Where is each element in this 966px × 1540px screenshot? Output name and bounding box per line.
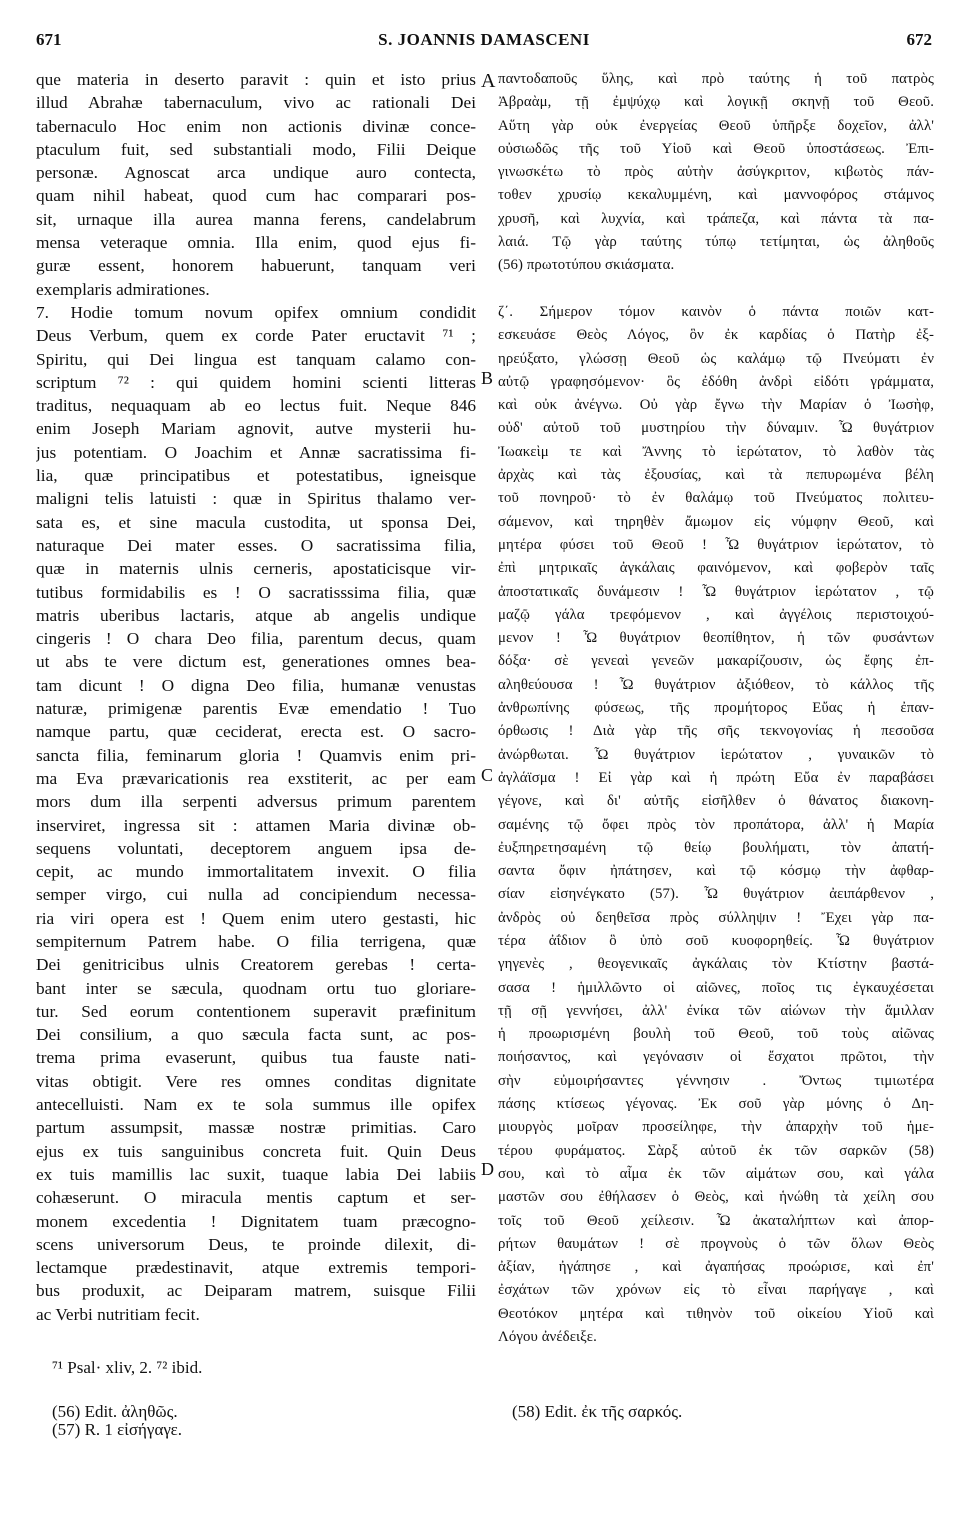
greek-column [498, 68, 934, 1349]
latin-text-line: illud Abrahæ tabernaculum, vivo ac rationali Dei [36, 93, 476, 113]
latin-text-line: ma Eva prævaricationis rea exstiterit, ac per eam [36, 768, 476, 788]
greek-text-line: ἀνθρωπίνης φύσεως, τῆς προμήτορος Εὔας ἡ ἐπαν- [498, 700, 934, 717]
latin-text-line: Deus Verbum, quem ex corde Pater eructavit ⁷¹ ; [36, 326, 476, 346]
greek-text-line: τοῖς τοῦ Θεοῦ χείλεσιν. Ὦ ἀκαταλήπτων καὶ ἀπορ- [498, 1212, 934, 1229]
latin-text-line: naturaque Dei mater esses. O sacratissima filia, [36, 535, 476, 555]
greek-text-line: ἀνώρθωται. Ὦ θυγάτριον ἱερώτατον , γυναικῶν τὸ [498, 746, 934, 763]
latin-text-line: tutibus formidabilis es ! O sacratisssima filia, quæ [36, 582, 476, 602]
greek-text-line: σαντα ὄφιν ἠπάτησεν, καὶ τῷ κόσμῳ τὴν ἀφθαρ- [498, 863, 934, 880]
greek-text-line: ἐσχάτων τῶν χρόνων εἰς τὸ εἶναι παρήγαγε , καὶ [498, 1282, 934, 1299]
greek-text-line: Θεοτόκον μητέρα καὶ τιθηνὸν τοῦ οἰκείου Υἱοῦ καὶ [498, 1305, 934, 1322]
greek-text-line: σὴν εὐμοιρήσαντες γέννησιν . Ὄντως τιμιωτέρα [498, 1072, 934, 1089]
latin-text-line: lia, quæ principatibus et potestatibus, igneisque [36, 466, 476, 486]
greek-text-line: σάμενον, καὶ τηρηθὲν ἄμωμον εἰς νύμφην Θεοῦ, καὶ [498, 513, 934, 530]
greek-text-line: ἐυξπηρετησαμένη τῷ θείῳ βουλήματι, τὸν ἀπατή- [498, 839, 934, 856]
latin-text-line: mors dum illa serpenti adversus primum parentem [36, 792, 476, 812]
latin-text-line: quam nihil habeat, quod cum hac comparari pos- [36, 186, 476, 206]
margin-marker-d: D [481, 1159, 494, 1179]
greek-text-line: σαμένης τῷ ὄφει πρὸς τὸν προπάτορα, ἀλλ' ἡ Μαρία [498, 816, 934, 833]
greek-text-line: ἀξίαν, ἠγάπησε , καὶ ἀγαπήσας προώρισε, καὶ ἐπ' [498, 1259, 934, 1276]
greek-text-line: μαστῶν σου ἐθήλασεν ὁ Θεὸς, καὶ ἡνώθη τὰ χείλη σου [498, 1189, 934, 1206]
greek-text-line: μαζῷ γάλα τρεφόμενον , καὶ ἀγγέλοις περιστοιχού- [498, 606, 934, 623]
greek-text-line: σασα ! ἡμιλλῶντο οἱ αἰῶνες, ποῖος τις ἐγκαυχέσεται [498, 979, 934, 996]
greek-text-line: όρθωσις ! Διὰ γὰρ τῆς σῆς τεκνογονίας ἡ πεσοῦσα [498, 723, 934, 740]
latin-text-line: inserviret, ingressa sit : attamen Maria divinæ ob- [36, 815, 476, 835]
latin-text-line: personæ. Agnoscat arca undique auro contecta, [36, 163, 476, 183]
greek-text-line: τέρου φυράματος. Σὰρξ αὐτοῦ ἐκ τῶν σαρκῶν (58) [498, 1142, 934, 1159]
latin-text-line: mensa veteraque omnia. Illa enim, quod ejus fi- [36, 233, 476, 253]
latin-text-line: tam dicunt ! O digna Deo filia, humanæ venustas [36, 675, 476, 695]
greek-text-line: τοῦ πονηροῦ· τὸ ἐν θαλάμῳ τοῦ Πνεύματος πολιτευ- [498, 490, 934, 507]
latin-text-line: ac Verbi nutritiam fecit. [36, 1304, 200, 1324]
greek-text-line: ἀγλάϊσμα ! Εἰ γὰρ καὶ ἡ πρώτη Εὔα ἐν παραβάσει [498, 769, 934, 786]
greek-text-line: τῇ σῇ γεννήσει, ἀλλ' ἐνίκα τῶν αἰώνων τὴν ἅμιλλαν [498, 1002, 934, 1019]
greek-text-line: (56) πρωτοτύπου σκιάσματα. [498, 257, 675, 274]
latin-text-line: semper virgo, cui nulla ad concipiendum necessa- [36, 885, 476, 905]
footnote-57: (57) R. 1 εἰσήγαγε. [52, 1420, 182, 1439]
greek-text-line: γινωσκέτω τὸ πρὸς αὐτὴν ἀσύγκριτον, κιβωτὸς πάν- [498, 164, 934, 181]
latin-text-line: Spiritu, qui Dei lingua est tanquam calamo con- [36, 349, 476, 369]
greek-text-line: οὐδ' αὐτοῦ τοῦ μυστηρίου τὴν δύναμιν. Ὦ θυγάτριον [498, 420, 934, 437]
latin-text-line: sit, urnaque illa aurea manna ferens, candelabrum [36, 209, 476, 229]
greek-text-line: Αὕτη γὰρ οὐκ ἐνεργείας Θεοῦ ὑπῆρξε δοχεῖον, ἀλλ' [498, 117, 934, 134]
greek-text-line: Ἀβραὰμ, τῇ ἐμψύχῳ καὶ λογικῇ σκηνῇ τοῦ Θεοῦ. [498, 94, 934, 111]
greek-text-line: γέγονε, καὶ δι' αὐτῆς εἰσῆλθεν ὁ θάνατος διακονη- [498, 793, 934, 810]
greek-text-line: σου, καὶ τὸ αἷμα ἐκ τῶν αἱμάτων σου, καὶ γάλα [498, 1165, 934, 1182]
latin-text-line: cepit, ac mundo immortalitatem invexit. O filia [36, 862, 476, 882]
latin-text-line: tabernaculo Hoc enim non actionis divinæ conce- [36, 116, 476, 136]
latin-text-line: trema prima evaserunt, quibus tua fauste nati- [36, 1048, 476, 1068]
latin-text-line: cohæserunt. O miracula mentis captum et ser- [36, 1188, 476, 1208]
greek-text-line: αληθεύουσα ! Ὦ θυγάτριον ἀξιόθεον, τὸ κάλλος τῆς [498, 676, 934, 693]
latin-text-line: jus potentiam. O Joachim et Annæ sacratissima fi- [36, 442, 476, 462]
latin-text-line: sata es, et sine macula custodita, ut sponsa Dei, [36, 512, 476, 532]
greek-text-line: πάσης κτίσεως γέγονας. Ἐκ σοῦ γὰρ μόνης ὁ Δη- [498, 1096, 934, 1113]
margin-marker-c: C [481, 765, 494, 785]
margin-marker-a: A [481, 70, 496, 92]
greek-text-line: μιουργὸς μοῖραν προσείληφε, τὴν ἀπαρχὴν τοῦ ἡμε- [498, 1119, 934, 1136]
latin-text-line: matris uberibus lactaris, atque ab angelis undique [36, 605, 476, 625]
footnote-58: (58) Edit. ἐκ τῆς σαρκός. [512, 1402, 683, 1421]
latin-text-line: cingeris ! O chara Deo filia, parentum decus, quam [36, 629, 476, 649]
latin-text-line: monem excedentia ! Dignitatem tuam præcogno- [36, 1211, 476, 1231]
latin-text-line: maligni telis latuisti : quæ in Spiritus thalamo ver- [36, 489, 476, 509]
latin-text-line: partum assumpsit, massæ nostræ primitias. Caro [36, 1118, 476, 1138]
greek-text-line: τέρα ἀΐδιον ὃ ὑπὸ σοῦ κυοφορηθείς. Ὦ θυγάτριον [498, 932, 934, 949]
page-number-right: 672 [906, 30, 932, 49]
page-header [36, 30, 932, 60]
greek-text-line: παντοδαποῦς ὕλης, καὶ πρὸ ταύτης ἡ τοῦ πατρὸς [498, 71, 934, 87]
greek-text-line: ἡ προωρισμένη βουλὴ τοῦ Θεοῦ, τοῦ τοὺς αἰῶνας [498, 1026, 934, 1043]
greek-text-line: αὐτῷ γραφησόμενον· ὃς ἐδόθη ἀνδρὶ εἰδότι γράμματα, [498, 373, 934, 390]
page-number-left: 671 [36, 30, 62, 49]
latin-text-line: lectamque prædestinavit, atque extremis tempori- [36, 1258, 476, 1278]
latin-text-line: tur. Sed eorum contentionem superavit præfinitum [36, 1001, 476, 1021]
greek-text-line: σίαν εἰσηνέγκατο (57). Ὦ θυγάτριον ἀειπάρθενον , [498, 886, 934, 903]
latin-text-line: bus produxit, ac Deiparam matrem, suisque Filii [36, 1281, 476, 1301]
latin-text-line: naturæ, primigenæ parentis Evæ emendatio ! Tuo [36, 699, 476, 719]
greek-text-line: Ἰωακεὶμ τε καὶ Ἄννης τὸ ἱερώτατον, τὸ λαθὸν τὰς [498, 443, 934, 460]
greek-text-line: ηρεύξατο, γλώσσῃ Θεοῦ ὡς καλάμῳ τῷ Πνεύματι ἐν [498, 350, 934, 367]
greek-text-line: ποιήσαντος, καὶ γεγόνασιν οἱ ἔσχατοι πρῶτοι, τὴν [498, 1049, 934, 1066]
latin-text-line: ptaculum fuit, sed substantiali modo, Filii Deique [36, 139, 476, 159]
latin-text-line: antecelluisti. Nam ex te sola summus ille opifex [36, 1095, 476, 1115]
latin-text-line: ejus ex tuis sanguinibus concreta fuit. Quin Deus [36, 1141, 476, 1161]
latin-text-line: guræ essent, honorem habuerunt, tanquam veri [36, 256, 476, 276]
latin-text-line: sempiternum Patrem habe. O filia terrigena, quæ [36, 931, 476, 951]
latin-text-line: scriptum ⁷² : qui quidem homini scienti litteras [36, 372, 476, 392]
greek-text-line: ἀποστατικαῖς δυνάμεσιν ! Ὦ θυγάτριον ἱερώτατον , τῷ [498, 583, 934, 600]
footnote-56: (56) Edit. ἀληθῶς. [52, 1402, 178, 1421]
latin-text-line: namque partu, quæ ceciderat, erecta est. O sacro- [36, 722, 476, 742]
greek-text-line: λαιά. Τῷ γὰρ ταύτης τύπῳ τετίμηται, ὡς ἀληθοῦς [498, 234, 934, 251]
latin-text-line: sequens voluntati, deceptorem anguem ipsa de- [36, 838, 476, 858]
greek-text-line [498, 278, 934, 301]
latin-text-line: traditus, nequaquam ab eo lectus fuit. Neque 846 [36, 396, 476, 416]
latin-text-line: quæ in maternis ulnis cerneris, apostaticisque vir- [36, 559, 476, 579]
greek-text-line: χρυσῆ, καὶ λυχνία, καὶ τράπεζα, καὶ πάντα τὰ πα- [498, 210, 934, 227]
greek-text-line: ἐπὶ μητρικαῖς ἀγκάλαις φαινόμενον, καὶ φοβερὸν ταῖς [498, 560, 934, 577]
latin-text-line: enim Joseph Mariam agnovit, autve mysterii hu- [36, 419, 476, 439]
latin-text-line: vitas obtigit. Vere res omnes conditas dignitate [36, 1071, 476, 1091]
greek-text-line: δόξα· σὲ γενεαὶ γενεῶν μακαρίζουσιν, ὡς ἔφης ἐπ- [498, 653, 934, 670]
latin-text-line: scens universorum Deus, te proinde dilexit, di- [36, 1234, 476, 1254]
latin-text-line: ut abs te vere dictum est, generationes omnes bea- [36, 652, 476, 672]
greek-text-line: οὐσιωδῶς τῆς τοῦ Υἱοῦ καὶ Θεοῦ ὑποστάσεως. Ἐπι- [498, 140, 934, 157]
latin-text-line: Dei genitricibus ulnis Creatorem gerebas ! certa- [36, 955, 476, 975]
footnote-scripture: ⁷¹ Psal· xliv, 2. ⁷² ibid. [52, 1358, 203, 1377]
greek-text-line: ζ΄. Σήμερον τόμον καινὸν ὁ πάντα ποιῶν κατ- [498, 303, 934, 320]
greek-text-line: γηγενὲς , θεογενικαῖς ἀγκάλαις τὸν Κτίστην βαστά- [498, 956, 934, 973]
margin-marker-b: B [481, 368, 494, 388]
latin-text-line: 7. Hodie tomum novum opifex omnium condidit [36, 302, 476, 322]
greek-text-line: εσκευάσε Θεὸς Λόγος, ὃν ἐκ καρδίας ὁ Πατὴρ ἐξ- [498, 327, 934, 344]
latin-text-line: que materia in deserto paravit : quin et isto prius [36, 70, 476, 89]
latin-text-line: bant inter se sæcula, quodnam ortu tuo gloriare- [36, 978, 476, 998]
latin-text-line: exemplaris admirationes. [36, 279, 210, 299]
greek-text-line: ἀρχὰς καὶ τὰς ἐξουσίας, καὶ τὰ πεπυρωμένα βέλη [498, 467, 934, 484]
greek-text-line: μητέρα φύσει τοῦ Θεοῦ ! Ὦ θυγάτριον ἱερώτατον, τὸ [498, 536, 934, 553]
running-title: S. JOANNIS DAMASCENI [378, 30, 590, 49]
latin-text-line: ex tuis mamillis lac suxit, tuaque labia Dei labiis [36, 1164, 476, 1184]
latin-column [36, 68, 476, 1326]
greek-text-line: ἀνδρὸς οὐ δεηθεῖσα πρὸς σύλληψιν ! Ἔχει γὰρ πα- [498, 909, 934, 926]
latin-text-line: Dei consilium, a quo sæcula facta sunt, ac pos- [36, 1025, 476, 1045]
greek-text-line: Λόγου ἀνέδειξε. [498, 1329, 597, 1346]
greek-text-line: ρήτων θαυμάτων ! σὲ προγνοὺς ὁ τῶν ὅλων Θεὸς [498, 1235, 934, 1252]
greek-text-line: καὶ οὐκ ἀνέγνω. Οὐ γὰρ ἔγνω τὴν Μαρίαν ὁ Ἰωσὴφ, [498, 397, 934, 414]
latin-text-line: ria viri opera est ! Quem enim utero gestasti, hic [36, 908, 476, 928]
latin-text-line: sancta filia, feminarum gloria ! Quamvis enim pri- [36, 745, 476, 765]
greek-text-line: τοθεν χρυσίῳ κεκαλυμμένη, καὶ μαννοφόρος στάμνος [498, 187, 934, 204]
greek-text-line: μενον ! Ὦ θυγάτριον θεοπίθητον, ἡ τῶν φυσάντων [498, 630, 934, 647]
